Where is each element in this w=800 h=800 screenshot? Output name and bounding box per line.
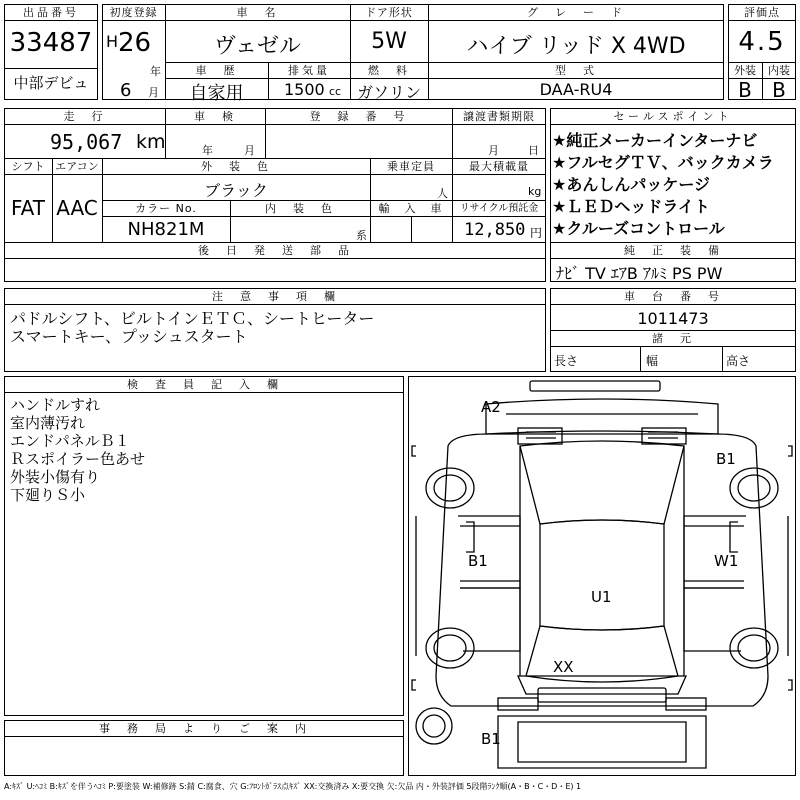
sales-point: ★クルーズコントロール <box>552 219 725 238</box>
right-rear-wheel <box>730 628 778 668</box>
damage-mark-b1-right: B1 <box>716 450 736 468</box>
model-label: 型 式 <box>555 64 597 77</box>
chassis-number: 1011473 <box>637 309 709 328</box>
inspector-line: 外装小傷有り <box>10 468 101 486</box>
damage-mark-xx: XX <box>553 658 574 676</box>
score: 4.5 <box>738 27 786 57</box>
roof <box>540 520 664 630</box>
color-no: NH821M <box>127 219 205 240</box>
height-label: 高さ <box>726 354 751 368</box>
score-label: 評価点 <box>744 6 780 19</box>
interior-color-label: 内 装 色 <box>265 202 335 215</box>
sales-point: ★あんしんパッケージ <box>552 175 711 194</box>
parts-label: 後 日 発 送 部 品 <box>198 244 352 257</box>
underside <box>498 716 706 768</box>
width-label: 幅 <box>646 354 659 368</box>
exterior-label: 外装 <box>734 64 756 77</box>
rear-glass <box>526 626 678 682</box>
damage-mark-w1: W1 <box>714 552 739 570</box>
fuel: ガソリン <box>356 83 421 102</box>
reg-year: 26 <box>118 28 152 58</box>
interior-color-unit: 系 <box>356 229 367 242</box>
sales-point: ★純正メーカーインターナビ <box>552 131 758 150</box>
inspector-label: 検 査 員 記 入 欄 <box>127 378 281 391</box>
inspection-month-unit: 月 <box>244 144 255 157</box>
fuel-label: 燃 料 <box>368 64 410 77</box>
inspector-line: エンドパネルＢ１ <box>10 432 130 450</box>
hood-front <box>486 399 718 434</box>
color-no-label: カラー No. <box>135 202 197 215</box>
recycle-amount: 12,850 <box>464 220 526 240</box>
right-rear-door <box>684 588 744 651</box>
mileage-unit: km <box>136 131 166 153</box>
displacement: 1500 <box>284 80 325 99</box>
shift: FAT <box>10 196 45 220</box>
damage-mark-a2: A2 <box>481 398 501 416</box>
dimensions-label: 諸 元 <box>652 332 694 345</box>
door-type: 5W <box>371 29 407 54</box>
sales-point: ★フルセグＴＶ、バックカメラ <box>552 153 774 172</box>
door-label: ドア形状 <box>365 6 413 19</box>
equipment-label: 純 正 装 備 <box>624 244 722 257</box>
displacement-unit: cc <box>329 85 342 98</box>
damage-mark-b1-left: B1 <box>468 552 488 570</box>
venue-label: 中部デビュ <box>13 74 89 92</box>
note-line: パドルシフト、ビルトインＥＴＣ、シートヒーター <box>10 310 375 328</box>
first-reg-label: 初度登録 <box>109 6 158 19</box>
reg-year-unit: 年 <box>150 65 161 78</box>
transfer-day-unit: 日 <box>528 144 539 157</box>
reg-month: 6 <box>120 80 132 101</box>
reg-month-unit: 月 <box>148 86 159 99</box>
left-rear-door <box>460 588 520 651</box>
equipment: ﾅﾋﾞ TV ｴｱB ｱﾙﾐ PS PW <box>556 264 723 283</box>
mileage-label: 走 行 <box>63 110 106 123</box>
left-rear-wheel <box>426 628 474 668</box>
damage-mark-b1-bottom: B1 <box>481 730 501 748</box>
damage-mark-u1: U1 <box>591 588 612 606</box>
car-diagram <box>408 376 796 776</box>
shift-label: シフト <box>11 160 45 173</box>
length-label: 長さ <box>554 354 579 368</box>
grade: ハイブ リッド X 4WD <box>466 34 686 59</box>
transfer-label: 譲渡書類期限 <box>463 110 535 123</box>
interior-grade: B <box>772 78 786 102</box>
office-label: 事 務 局 よ り ご 案 内 <box>99 722 309 735</box>
capacity-unit: 人 <box>437 187 448 200</box>
spare-wheel <box>416 708 452 744</box>
era: H <box>106 32 119 51</box>
note-line: スマートキー、プッシュスタート <box>10 328 248 346</box>
car-name-label: 車 名 <box>236 6 279 19</box>
lot-label: 出品番号 <box>23 6 79 19</box>
sales-point: ★ＬＥＤヘッドライト <box>552 197 710 216</box>
notes-label: 注 意 事 項 欄 <box>212 290 338 303</box>
chassis-label: 車 台 番 号 <box>624 290 722 303</box>
interior-label: 内装 <box>768 64 790 77</box>
inspector-line: 室内薄汚れ <box>10 414 86 432</box>
regno-label: 登 録 番 号 <box>309 110 408 123</box>
right-front-wheel <box>730 468 778 508</box>
load-label: 最大積載量 <box>469 160 529 173</box>
windshield <box>520 441 684 524</box>
history-label: 車 歴 <box>195 64 238 77</box>
capacity-label: 乗車定員 <box>387 160 435 173</box>
sales-points-label: セールスポイント <box>613 110 733 123</box>
car-name: ヴェゼル <box>213 34 302 59</box>
inspection-label: 車 検 <box>194 110 236 123</box>
load-unit: kg <box>528 185 542 198</box>
ac-label: エアコン <box>55 160 99 173</box>
inspector-line: Ｒスポイラー色あせ <box>10 450 146 468</box>
color-label: 外 装 色 <box>201 160 271 173</box>
grade-label: グ レ ー ド <box>527 6 625 19</box>
body-outline <box>436 434 768 706</box>
inspection-year-unit: 年 <box>202 144 213 157</box>
exterior-color: ブラック <box>204 181 268 200</box>
model-code: DAA-RU4 <box>539 80 613 99</box>
history: 自家用 <box>189 83 244 104</box>
recycle-label: リサイクル預託金 <box>459 203 539 214</box>
legend: A:ｷｽﾞ U:ﾍｺﾐ B:ｷｽﾞを伴うﾍｺﾐ P:要塗装 W:補修跡 S:錆 C:腐食、穴 G:ﾌﾛﾝﾄｶﾞﾗｽ点ｷｽﾞ XX:交換済み X:要交換 欠:欠品 内・外装評価 5段階ﾗﾝｸ順(A・B・C・D・E) 1 <box>4 782 582 791</box>
recycle-unit: 円 <box>530 226 543 240</box>
displacement-label: 排気量 <box>288 64 330 77</box>
rear-bumper <box>538 688 666 702</box>
front-bumper <box>530 381 660 391</box>
exterior-grade: B <box>738 78 752 102</box>
ac: AAC <box>56 196 98 220</box>
inspector-line: 下廻りＳ小 <box>10 486 86 504</box>
import-label: 輸 入 車 <box>378 202 444 215</box>
lot-number: 33487 <box>9 28 93 58</box>
inspector-line: ハンドルすれ <box>10 396 101 414</box>
transfer-month-unit: 月 <box>488 144 499 157</box>
mileage: 95,067 <box>50 130 123 154</box>
left-front-wheel <box>426 468 474 508</box>
